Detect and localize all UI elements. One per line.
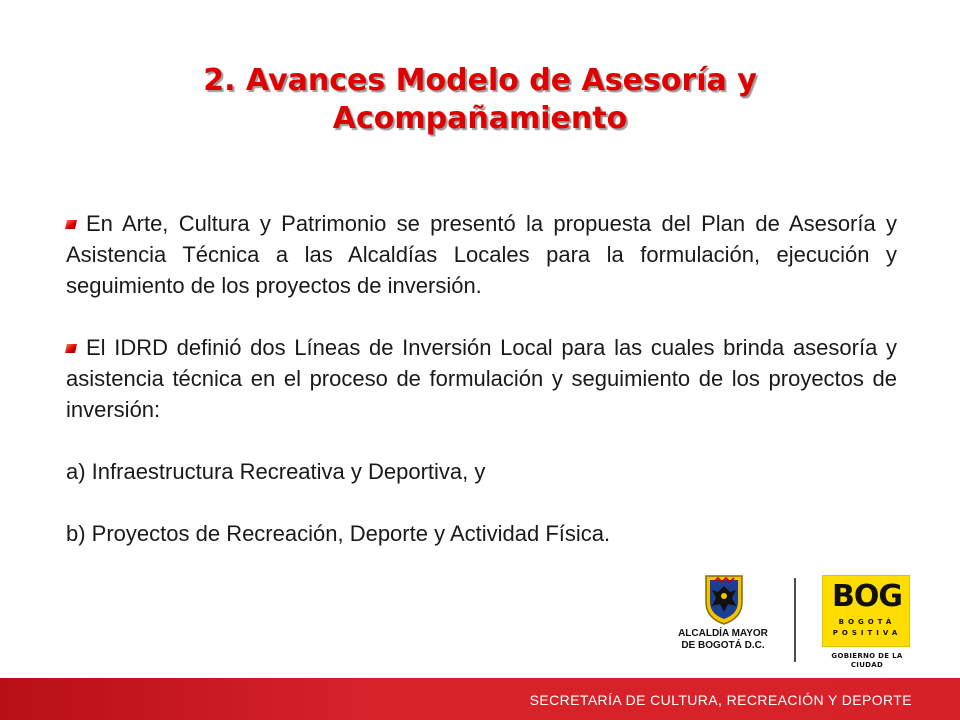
list-item-b: b) Proyectos de Recreación, Deporte y Actividad Física. bbox=[66, 521, 611, 546]
logo-divider bbox=[794, 578, 796, 662]
red-bullet-icon bbox=[65, 344, 77, 353]
bogota-positiva-logo bbox=[822, 575, 910, 647]
alcaldia-name bbox=[668, 628, 778, 652]
bog-line-1: BOGOTÁ bbox=[838, 618, 896, 626]
bog-wordmark: BOG bbox=[832, 579, 902, 614]
gobierno-de-la-ciudad-label: GOBIERNO DE LA CIUDAD bbox=[831, 652, 903, 669]
red-bullet-icon bbox=[65, 220, 77, 229]
slide-title bbox=[60, 62, 900, 138]
alcaldia-line-1: ALCALDÍA MAYOR bbox=[678, 628, 768, 639]
title-line-2: Acompañamiento bbox=[332, 101, 628, 136]
bogota-coat-of-arms-icon bbox=[702, 572, 746, 626]
paragraph-1-text: En Arte, Cultura y Patrimonio se presentó la propuesta del Plan de Asesoría y Asistencia Técnica a las Alcaldías Locales para la formulación, ejecución y seguimiento de los proyectos de inversión. bbox=[66, 211, 897, 298]
footer-bar bbox=[0, 678, 960, 720]
footer-text: SECRETARÍA DE CULTURA, RECREACIÓN Y DEPORTE bbox=[529, 692, 912, 708]
paragraph-2-text: El IDRD definió dos Líneas de Inversión Local para las cuales brinda asesoría y asistencia técnica en el proceso de formulación y seguimiento de los proyectos de inversión: bbox=[66, 335, 897, 422]
paragraph-idrd bbox=[66, 332, 897, 425]
alcaldia-line-2: DE BOGOTÁ D.C. bbox=[681, 640, 765, 651]
list-item-a: a) Infraestructura Recreativa y Deportiva, y bbox=[66, 459, 486, 484]
slide-body bbox=[66, 208, 897, 580]
paragraph-arte-cultura bbox=[66, 208, 897, 301]
alcaldia-logo bbox=[668, 572, 778, 664]
title-line-1: 2. Avances Modelo de Asesoría y bbox=[203, 63, 757, 98]
bog-line-2: POSITIVA bbox=[832, 629, 902, 637]
